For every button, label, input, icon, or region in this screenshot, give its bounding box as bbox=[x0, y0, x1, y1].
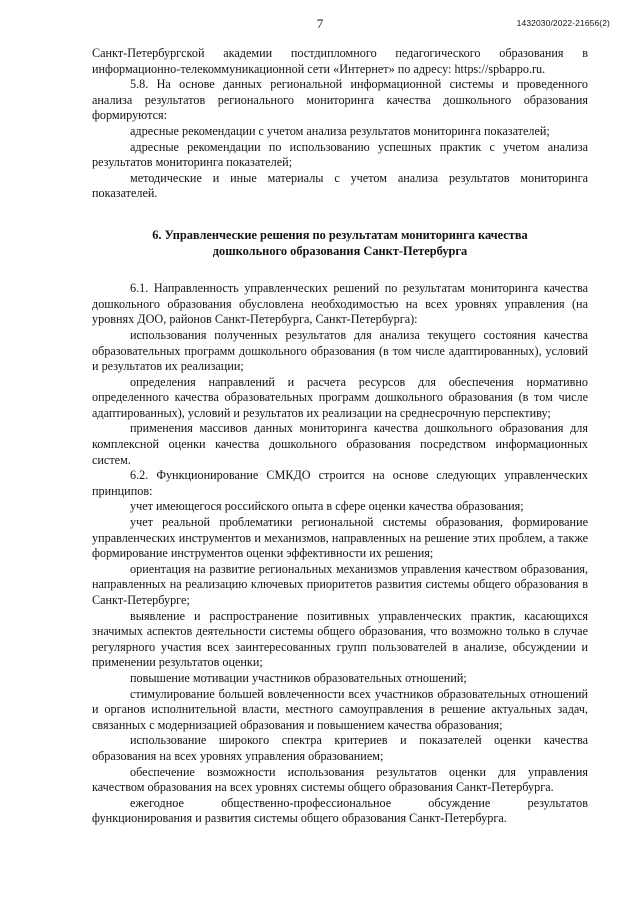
document-code: 1432030/2022-21656(2) bbox=[516, 18, 610, 28]
paragraph: адресные рекомендации с учетом анализа результатов мониторинга показателей; bbox=[130, 123, 550, 138]
paragraph: повышение мотивации участников образовательных отношений; bbox=[130, 670, 467, 685]
paragraph: выявление и распространение позитивных управленческих практик, касающихся значимых аспектов деятельности системы общего образования, что возможно только в случае регулярного участия всех заинтересованных групп пользователей в анализе, обсуждении и применении результатов оценки; bbox=[92, 608, 588, 670]
paragraph: 5.8. На основе данных региональной информационной системы и проведенного анализа результатов регионального мониторинга качества дошкольного образования формируются: bbox=[92, 77, 588, 123]
paragraph: ежегодное общественно-профессиональное обсуждение результатов функционирования и развития системы общего образования Санкт-Петербурга. bbox=[92, 795, 588, 826]
paragraph: 6.1. Направленность управленческих решений по результатам мониторинга качества дошкольного образования обусловлена необходимостью на всех уровнях управления (на уровнях ДОО, районов Санкт-Петербурга, Санкт-Петербурга): bbox=[92, 281, 588, 327]
section-heading-line: 6. Управленческие решения по результатам мониторинга качества bbox=[152, 227, 528, 242]
paragraph: определения направлений и расчета ресурсов для обеспечения нормативно определенного качества образовательных программ дошкольного образования (в том числе адаптированных), условий и результатов их реализации на среднесрочную перспективу; bbox=[92, 374, 588, 420]
paragraph: стимулирование большей вовлеченности всех участников образовательных отношений и органов исполнительной власти, местного самоуправления в решение актуальных задач, связанных с модернизацией образования и повышением качества образования; bbox=[92, 686, 588, 732]
section-heading-line: дошкольного образования Санкт-Петербурга bbox=[212, 243, 468, 258]
paragraph: использование широкого спектра критериев и показателей оценки качества образования на всех уровнях управления образованием; bbox=[92, 733, 588, 763]
paragraph: методические и иные материалы с учетом анализа результатов мониторинга показателей. bbox=[92, 170, 588, 201]
document-body bbox=[92, 46, 588, 827]
page-number: 7 bbox=[316, 16, 324, 31]
paragraph: учет имеющегося российского опыта в сфере оценки качества образования; bbox=[130, 499, 524, 514]
paragraph: обеспечение возможности использования результатов оценки для управления качеством образования на всех уровнях системы общего образования Санкт-Петербурга. bbox=[92, 764, 588, 795]
paragraph: 6.2. Функционирование СМКДО строится на основе следующих управленческих принципов: bbox=[92, 468, 588, 498]
paragraph: применения массивов данных мониторинга качества дошкольного образования для комплексной оценки качества дошкольного образования посредством информационных систем. bbox=[92, 421, 588, 467]
paragraph: адресные рекомендации по использованию успешных практик с учетом анализа результатов мониторинга показателей; bbox=[92, 139, 588, 170]
paragraph: Санкт-Петербургской академии постдипломного педагогического образования в информационно-телекоммуникационной сети «Интернет» по адресу: https://spbappo.ru. bbox=[92, 46, 588, 76]
paragraph: ориентация на развитие региональных механизмов управления качеством образования, направленных на реализацию ключевых приоритетов развития системы общего образования в Санкт-Петербурге; bbox=[92, 561, 588, 607]
section-heading bbox=[92, 228, 588, 259]
paragraph: учет реальной проблематики региональной системы образования, формирование управленческих инструментов и механизмов, направленных на решение этих проблем, а также формирование инструментов оценки эффективности их решения; bbox=[92, 515, 588, 561]
paragraph: использования полученных результатов для анализа текущего состояния качества образовательных программ дошкольного образования (в том числе адаптированных), условий и результатов их реализации; bbox=[92, 327, 588, 374]
